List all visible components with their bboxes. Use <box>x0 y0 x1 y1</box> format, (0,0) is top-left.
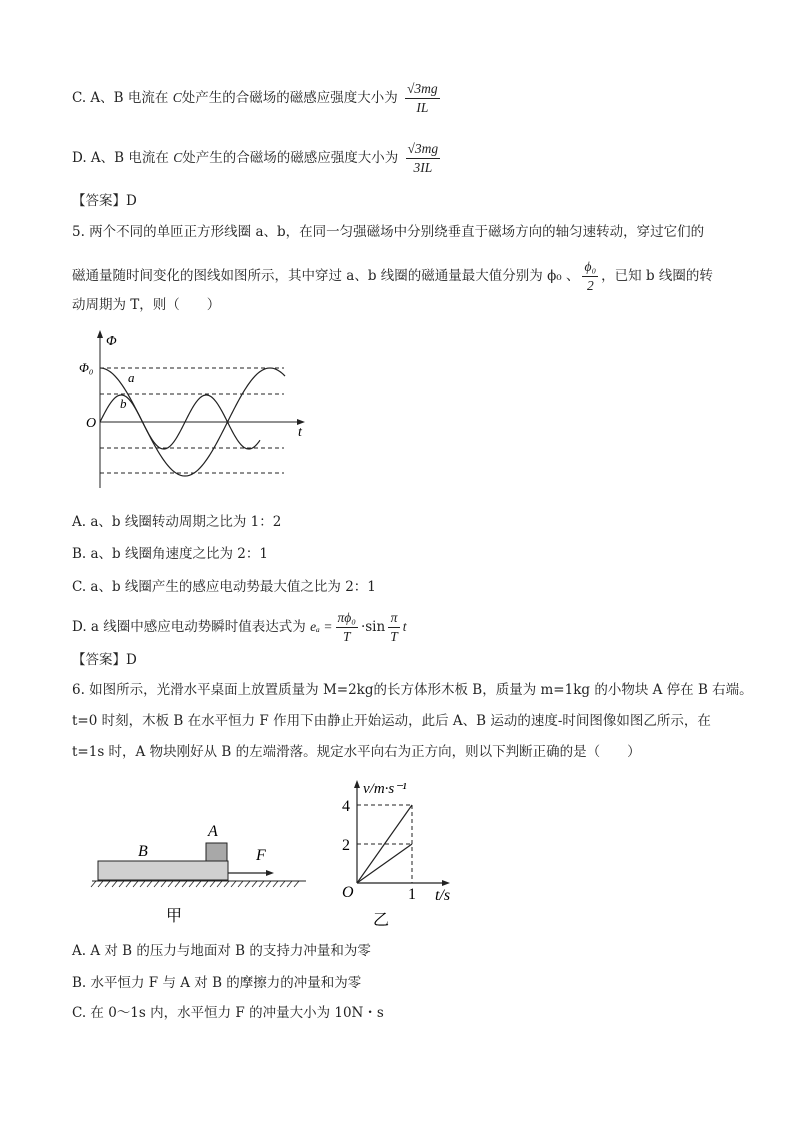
hatch-line <box>224 881 229 887</box>
q4-option-c-text: C. A、B 电流在 <box>72 90 173 106</box>
origin-label: O <box>342 884 354 901</box>
hatch-line <box>294 881 299 887</box>
hatch-line <box>91 881 96 887</box>
board-b <box>98 861 228 880</box>
q4-option-d-var: C <box>173 150 183 165</box>
hatch-line <box>266 881 271 887</box>
q6-stem-line3: t=1s 时，A 物块刚好从 B 的左端滑落。规定水平向右为正方向，则以下判断正确的是（ ） <box>72 744 641 760</box>
q4-option-c <box>72 80 443 117</box>
x-axis-label: t/s <box>435 887 451 904</box>
q6-figure-yi <box>335 775 475 933</box>
hatch-line <box>175 881 180 887</box>
hatch-line <box>252 881 257 887</box>
q6-figure-jia <box>86 815 316 927</box>
q4-option-d <box>72 140 443 177</box>
tick-1: 1 <box>408 886 416 903</box>
tick-2: 2 <box>342 837 350 854</box>
hatch-line <box>245 881 250 887</box>
q5-option-b: B. a、b 线圈角速度之比为 2：1 <box>72 546 268 562</box>
q6-stem-line2: t=0 时刻，木板 B 在水平恒力 F 作用下由静止开始运动，此后 A、B 运动的速度-时间图像如图乙所示，在 <box>72 713 711 729</box>
hatch-line <box>182 881 187 887</box>
q5-d-fraction-1: $\frac{\text{πϕ₀}}{T}$ <box>337 610 356 644</box>
q4-answer <box>72 191 137 211</box>
hatch-line <box>133 881 138 887</box>
hatch-line <box>161 881 166 887</box>
hatch-line <box>147 881 152 887</box>
hatch-line <box>210 881 215 887</box>
q5-answer <box>72 650 137 670</box>
q5-stem-line2: 磁通量随时间变化的图线如图所示，其中穿过 a、b 线圈的磁通量最大值分别为 ϕ₀ 、 $\frac{\text{ϕ₀}}{2}$ ，已知 b 线圈的转 <box>72 259 713 293</box>
hatch-line <box>189 881 194 887</box>
caption-yi: 乙 <box>373 912 390 929</box>
q4-option-c-fraction: $\frac{√3mg}{IL}$ <box>407 81 438 115</box>
t-label: t <box>298 425 302 440</box>
q4-option-c-suffix: 处产生的合磁场的磁感应强度大小为 <box>181 90 398 106</box>
q4-option-d-fraction: $\frac{√3mg}{3IL}$ <box>407 141 439 175</box>
tick-4: 4 <box>342 798 350 815</box>
hatch-line <box>287 881 292 887</box>
force-arrowhead <box>266 870 274 876</box>
q5-option-c: C. a、b 线圈产生的感应电动势最大值之比为 2：1 <box>72 579 376 595</box>
label-b: B <box>138 843 148 860</box>
q5-stem-fraction: $\frac{\text{ϕ₀}}{2}$ <box>584 259 597 293</box>
label-f: F <box>256 847 266 864</box>
hatch-line <box>140 881 145 887</box>
t-axis-arrow <box>442 880 450 886</box>
hatch-line <box>217 881 222 887</box>
hatch-line <box>168 881 173 887</box>
hatch-line <box>154 881 159 887</box>
hatch-line <box>196 881 201 887</box>
phi-label: Φ <box>106 334 117 349</box>
answer-label: 【答案】 <box>72 193 126 209</box>
hatch-line <box>98 881 103 887</box>
phi-axis-arrow <box>97 330 103 338</box>
q4-option-c-var: C <box>172 90 182 105</box>
hatch-line <box>203 881 208 887</box>
q5-d-fraction-2: $\frac{\pi}{T}$ <box>390 610 398 644</box>
ground-hatch <box>91 881 299 887</box>
hatch-line <box>280 881 285 887</box>
hatch-line <box>119 881 124 887</box>
v-axis-arrow <box>354 780 360 788</box>
y-axis-label: v/m·s⁻¹ <box>363 781 407 797</box>
q5-stem-line1: 5. 两个不同的单匝正方形线圈 a、b，在同一匀强磁场中分别绕垂直于磁场方向的轴匀速转动，穿过它们的 <box>72 224 705 240</box>
hatch-line <box>273 881 278 887</box>
curve-a-label: a <box>128 370 135 385</box>
origin-label: O <box>86 416 97 431</box>
hatch-line <box>126 881 131 887</box>
caption-jia: 甲 <box>166 908 183 925</box>
answer-value: D <box>126 193 137 209</box>
line-a-velocity <box>357 844 412 883</box>
q5-option-a: A. a、b 线圈转动周期之比为 1：2 <box>72 514 282 530</box>
q6-option-a: A. A 对 B 的压力与地面对 B 的支持力冲量和为零 <box>72 943 371 959</box>
answer-label: 【答案】 <box>72 652 126 668</box>
hatch-line <box>105 881 110 887</box>
curve-b-label: b <box>120 396 127 411</box>
phi0-label: Φ₀ <box>79 360 94 375</box>
hatch-line <box>231 881 236 887</box>
q5-flux-graph <box>72 328 322 493</box>
q4-option-d-text: D. A、B 电流在 <box>72 150 174 166</box>
q5-option-d: D. a 线圈中感应电动势瞬时值表达式为 eₐ = $\frac{\text{πϕ₀}}{T}$ ·sin $\frac{\pi}{T}$ t <box>72 610 407 644</box>
hatch-line <box>238 881 243 887</box>
q5-stem-line3: 动周期为 T，则（ ） <box>72 297 221 313</box>
answer-value: D <box>126 652 137 668</box>
q4-option-d-suffix: 处产生的合磁场的磁感应强度大小为 <box>182 150 399 166</box>
label-a: A <box>208 823 218 840</box>
q6-option-b: B. 水平恒力 F 与 A 对 B 的摩擦力的冲量和为零 <box>72 975 362 991</box>
q6-stem-line1: 6. 如图所示，光滑水平桌面上放置质量为 M=2kg的长方体形木板 B，质量为 m=1kg 的小物块 A 停在 B 右端。 <box>72 682 753 698</box>
hatch-line <box>112 881 117 887</box>
hatch-line <box>259 881 264 887</box>
q6-option-c: C. 在 0～1s 内，水平恒力 F 的冲量大小为 10N・s <box>72 1005 384 1021</box>
block-a <box>206 843 227 861</box>
